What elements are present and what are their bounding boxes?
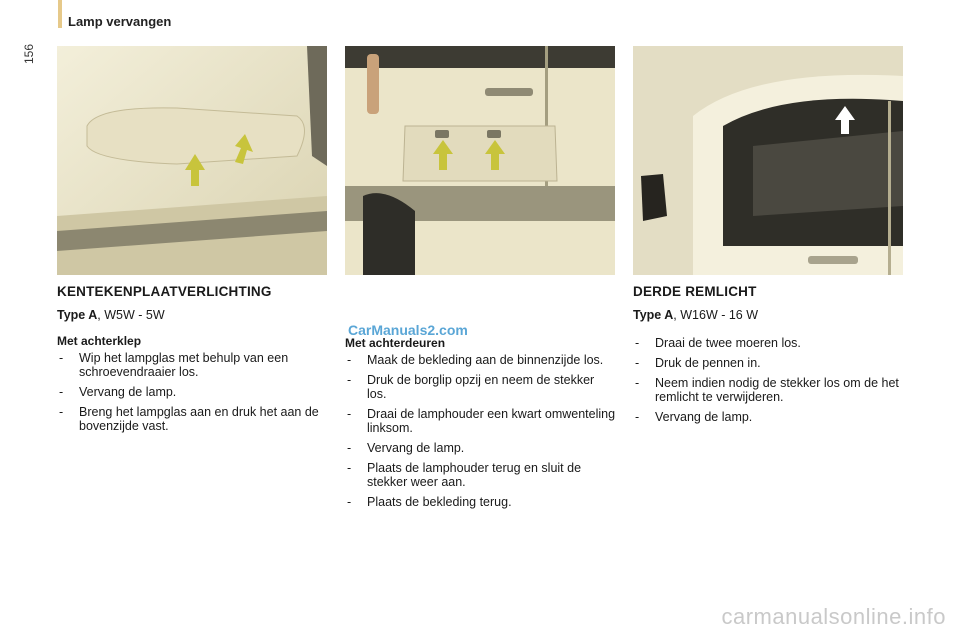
list-item: - Druk de pennen in. bbox=[633, 356, 903, 370]
list-item: - Vervang de lamp. bbox=[633, 410, 903, 424]
list-item: - Draai de lamphouder een kwart omwenteling linksom. bbox=[345, 407, 617, 435]
list-item: - Maak de bekleding aan de binnenzijde los. bbox=[345, 353, 617, 367]
rear-doors-steps bbox=[345, 353, 617, 515]
section-title-third-brake-light: DERDE REMLICHT bbox=[633, 284, 757, 299]
page-header-title: Lamp vervangen bbox=[68, 14, 172, 29]
header-accent-bar bbox=[58, 0, 62, 28]
photo-third-brake-light bbox=[633, 46, 903, 275]
list-item: - Wip het lampglas met behulp van een schroevendraaier los. bbox=[57, 351, 332, 379]
brake-light-steps bbox=[633, 336, 903, 430]
page-number: 156 bbox=[22, 43, 36, 64]
watermark-text: CarManuals2.com bbox=[348, 322, 468, 338]
list-item: - Vervang de lamp. bbox=[345, 441, 617, 455]
list-item: - Druk de borglip opzij en neem de stekker los. bbox=[345, 373, 617, 401]
tailgate-steps bbox=[57, 351, 332, 439]
section-title-plate-light: KENTEKENPLAATVERLICHTING bbox=[57, 284, 272, 299]
plate-light-bulb-type: Type A, W5W - 5W bbox=[57, 308, 165, 322]
footer-watermark: carmanualsonline.info bbox=[721, 604, 946, 629]
list-item: - Draai de twee moeren los. bbox=[633, 336, 903, 350]
list-item: - Neem indien nodig de stekker los om de het remlicht te verwijderen. bbox=[633, 376, 903, 404]
list-item: - Plaats de bekleding terug. bbox=[345, 495, 617, 509]
list-item: - Breng het lampglas aan en druk het aan de bovenzijde vast. bbox=[57, 405, 332, 433]
photo-tailgate-plate-light bbox=[57, 46, 327, 275]
tailgate-subheading: Met achterklep bbox=[57, 334, 142, 348]
brake-light-bulb-type: Type A, W16W - 16 W bbox=[633, 308, 759, 322]
list-item: - Vervang de lamp. bbox=[57, 385, 332, 399]
rear-doors-subheading: Met achterdeuren bbox=[345, 336, 446, 350]
list-item: - Plaats de lamphouder terug en sluit de stekker weer aan. bbox=[345, 461, 617, 489]
photo-rear-doors bbox=[345, 46, 615, 275]
